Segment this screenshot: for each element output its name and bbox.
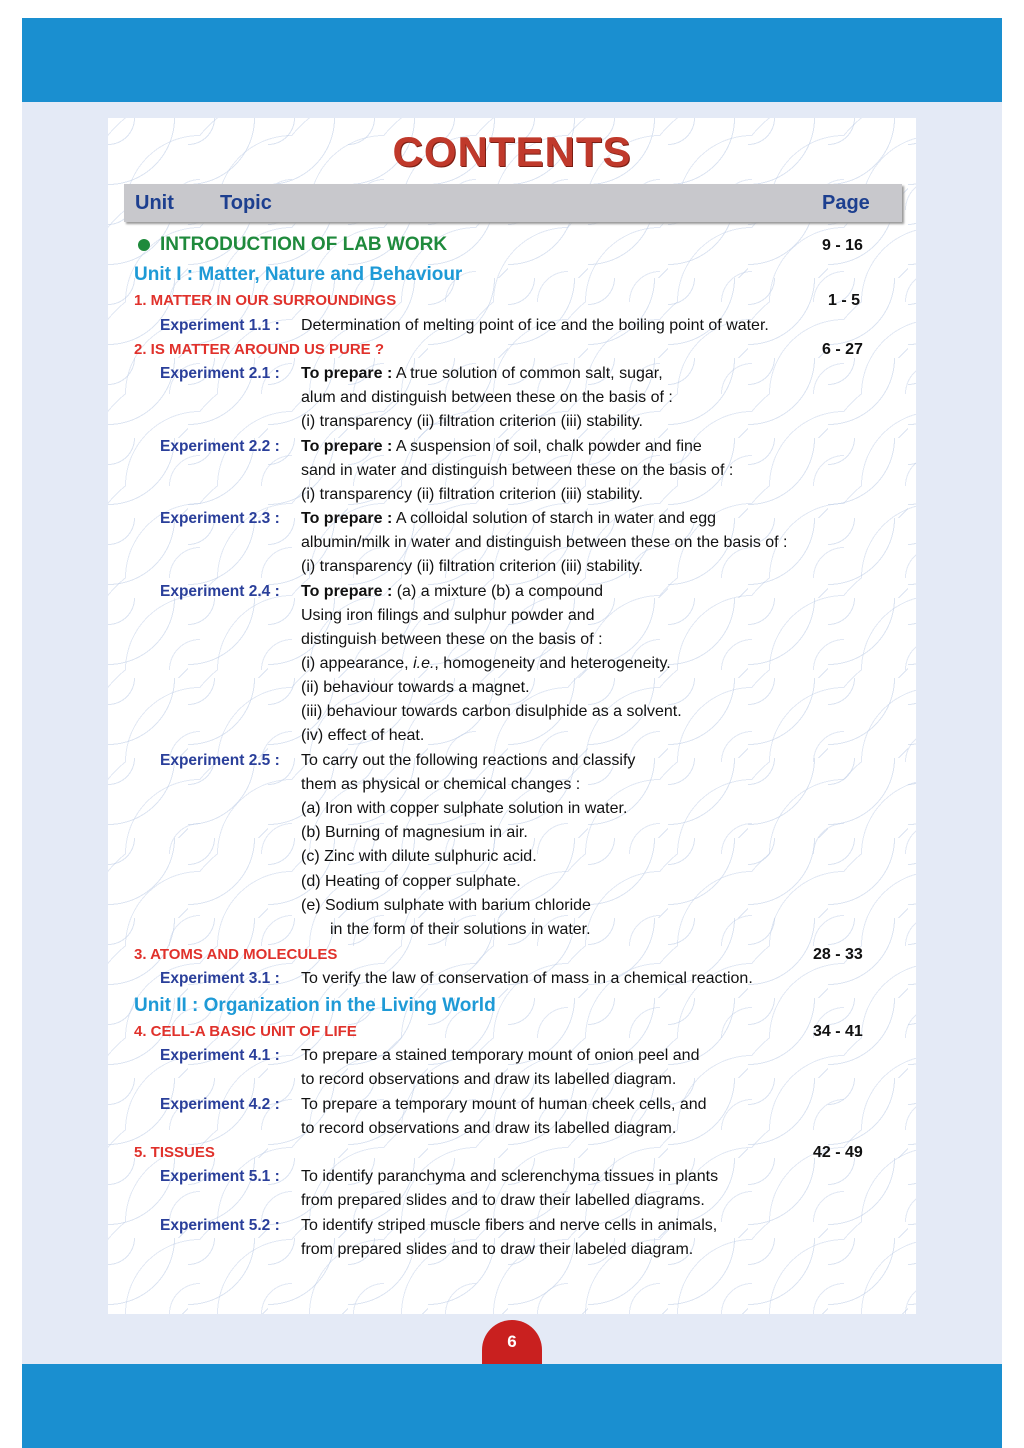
experiment-5-2-line-1: To identify striped muscle fibers and nerve cells in animals, (301, 1217, 718, 1234)
experiment-4-2-label: Experiment 4.2 : (160, 1096, 280, 1113)
experiment-2-4-line-2: Using iron filings and sulphur powder and (301, 607, 595, 624)
experiment-2-5-line-1: To carry out the following reactions and classify (301, 752, 636, 769)
top-band (22, 18, 1002, 102)
experiment-2-5-line-3: (a) Iron with copper sulphate solution in water. (301, 800, 628, 817)
experiment-2-5-line-5: (c) Zinc with dilute sulphuric acid. (301, 848, 537, 865)
chapter-4-title: 4. CELL-A BASIC UNIT OF LIFE (134, 1023, 357, 1040)
experiment-2-3-label: Experiment 2.3 : (160, 510, 280, 527)
experiment-2-4-label: Experiment 2.4 : (160, 583, 280, 600)
experiment-4-2-line-1: To prepare a temporary mount of human cheek cells, and (301, 1096, 707, 1113)
unit-column-header: Unit (135, 192, 174, 214)
experiment-2-4-line-6: (iii) behaviour towards carbon disulphide as a solvent. (301, 703, 682, 720)
experiment-2-4-line-1: To prepare : (a) a mixture (b) a compound (301, 583, 604, 600)
chapter-5-title: 5. TISSUES (134, 1144, 215, 1161)
intro-pages: 9 - 16 (822, 237, 863, 254)
experiment-2-1-line-2: alum and distinguish between these on the basis of : (301, 389, 673, 406)
experiment-2-4-line-4: (i) appearance, i.e., homogeneity and heterogeneity. (301, 655, 671, 672)
experiment-5-2-line-2: from prepared slides and to draw their labeled diagram. (301, 1241, 694, 1258)
experiment-2-3-line-3: (i) transparency (ii) filtration criterion (iii) stability. (301, 558, 643, 575)
chapter-2-pages: 6 - 27 (822, 341, 863, 358)
experiment-4-1-line-1: To prepare a stained temporary mount of onion peel and (301, 1047, 700, 1064)
chapter-1-pages: 1 - 5 (828, 292, 861, 309)
chapter-4-pages: 34 - 41 (813, 1023, 863, 1040)
experiment-1-1-text: Determination of melting point of ice and the boiling point of water. (301, 317, 769, 334)
experiment-5-1-line-1: To identify paranchyma and sclerenchyma tissues in plants (301, 1168, 719, 1185)
experiment-4-1-label: Experiment 4.1 : (160, 1047, 280, 1064)
page-title: CONTENTS (392, 128, 632, 175)
experiment-4-2-line-2: to record observations and draw its labelled diagram. (301, 1120, 677, 1137)
experiment-2-3-line-1: To prepare : A colloidal solution of starch in water and egg (301, 510, 717, 527)
experiment-5-2-label: Experiment 5.2 : (160, 1217, 280, 1234)
intro-entry: INTRODUCTION OF LAB WORK (160, 234, 448, 255)
bottom-band (22, 1364, 1002, 1448)
chapter-3-pages: 28 - 33 (813, 946, 863, 963)
topic-column-header: Topic (220, 192, 272, 214)
experiment-2-4-line-3: distinguish between these on the basis of : (301, 631, 603, 648)
experiment-2-2-label: Experiment 2.2 : (160, 438, 280, 455)
experiment-2-1-line-1: To prepare : A true solution of common salt, sugar, (301, 365, 663, 382)
experiment-1-1-label: Experiment 1.1 : (160, 317, 280, 334)
chapter-3-title: 3. ATOMS AND MOLECULES (134, 946, 338, 963)
experiment-2-5-line-6: (d) Heating of copper sulphate. (301, 873, 521, 890)
experiment-2-5-line-4: (b) Burning of magnesium in air. (301, 824, 528, 841)
experiment-2-5-line-8: in the form of their solutions in water. (330, 921, 591, 938)
experiment-2-4-line-5: (ii) behaviour towards a magnet. (301, 679, 530, 696)
chapter-2-title: 2. IS MATTER AROUND US PURE ? (134, 341, 385, 358)
experiment-2-2-line-3: (i) transparency (ii) filtration criterion (iii) stability. (301, 486, 643, 503)
experiment-2-1-line-3: (i) transparency (ii) filtration criterion (iii) stability. (301, 413, 643, 430)
experiment-3-1-text: To verify the law of conservation of mass in a chemical reaction. (301, 970, 753, 987)
experiment-2-2-line-2: sand in water and distinguish between these on the basis of : (301, 462, 734, 479)
experiment-2-3-line-2: albumin/milk in water and distinguish between these on the basis of : (301, 534, 788, 551)
experiment-2-5-label: Experiment 2.5 : (160, 752, 280, 769)
experiment-4-1-line-2: to record observations and draw its labelled diagram. (301, 1071, 677, 1088)
chapter-1-title: 1. MATTER IN OUR SURROUNDINGS (134, 292, 397, 309)
contents-header (124, 184, 902, 222)
experiment-5-1-label: Experiment 5.1 : (160, 1168, 280, 1185)
unit-2-heading: Unit II : Organization in the Living World (134, 995, 496, 1016)
experiment-2-5-line-7: (e) Sodium sulphate with barium chloride (301, 897, 591, 914)
chapter-5-pages: 42 - 49 (813, 1144, 863, 1161)
experiment-2-2-line-1: To prepare : A suspension of soil, chalk powder and fine (301, 438, 702, 455)
page-column-header: Page (822, 192, 870, 214)
experiment-2-4-line-7: (iv) effect of heat. (301, 727, 425, 744)
bullet-icon (138, 239, 150, 251)
experiment-2-1-label: Experiment 2.1 : (160, 365, 280, 382)
experiment-3-1-label: Experiment 3.1 : (160, 970, 280, 987)
experiment-2-5-line-2: them as physical or chemical changes : (301, 776, 581, 793)
experiment-5-1-line-2: from prepared slides and to draw their labelled diagrams. (301, 1192, 705, 1209)
page-number: 6 (482, 1320, 542, 1364)
unit-1-heading: Unit I : Matter, Nature and Behaviour (134, 264, 463, 285)
